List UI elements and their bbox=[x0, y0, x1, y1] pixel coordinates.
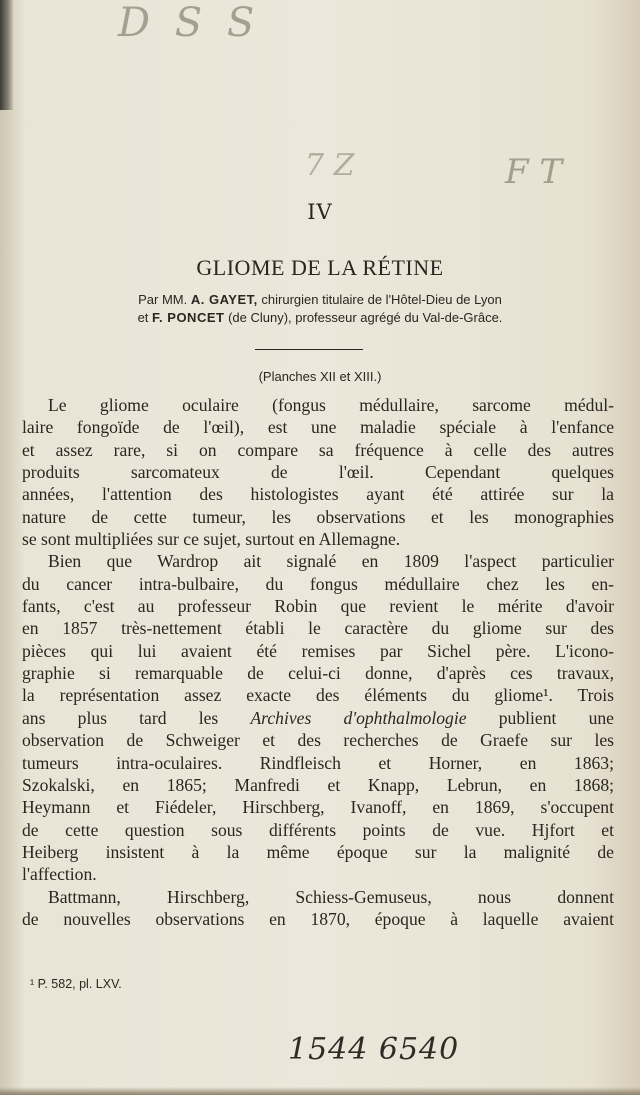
text-line: Battmann, Hirschberg, Schiess-Gemuseus, nous donnent bbox=[48, 886, 614, 907]
text-line: fants, c'est au professeur Robin que revient le mérite d'avoir bbox=[22, 596, 614, 617]
text-line: se sont multipliées sur ce sujet, surtout en Allemagne. bbox=[22, 529, 401, 550]
author-poncet: F. PONCET bbox=[152, 310, 225, 325]
text-line: Szokalski, en 1865; Manfredi et Knapp, Lebrun, en 1868; bbox=[22, 774, 614, 795]
text-line: nature de cette tumeur, les observations et les monographies bbox=[22, 506, 614, 527]
page-bottom-edge bbox=[0, 1087, 640, 1095]
authors-conjunction: et bbox=[137, 310, 149, 325]
text-line: produits sarcomateux de l'œil. Cependant quelques bbox=[22, 462, 614, 483]
text-line: de nouvelles observations en 1870, époque à laquelle avaient bbox=[22, 908, 614, 929]
handwritten-note-middle: 7 Z bbox=[305, 148, 355, 183]
text-line: Bien que Wardrop ait signalé en 1809 l'aspect particulier bbox=[48, 551, 614, 572]
text-line: pièces qui lui avaient été remises par Sichel père. L'icono- bbox=[22, 640, 614, 661]
authors-line-2 bbox=[0, 309, 640, 327]
text-line: du cancer intra-bulbaire, du fongus médullaire chez les en- bbox=[22, 573, 614, 594]
authors-line-1 bbox=[0, 291, 640, 309]
title-rule bbox=[255, 349, 363, 350]
text-line: Heymann et Fiédeler, Hirschberg, Ivanoff, en 1869, s'occupent bbox=[22, 797, 614, 818]
text-line: la représentation assez exacte des éléments du gliome¹. Trois bbox=[22, 685, 614, 706]
text-line: tumeurs intra-oculaires. Rindfleisch et Horner, en 1863; bbox=[22, 752, 614, 773]
text-line: observation de Schweiger et des recherches de Graefe sur les bbox=[22, 730, 614, 751]
text-line: Le gliome oculaire (fongus médullaire, sarcome médul- bbox=[48, 395, 614, 415]
text-line: Heiberg insistent à la même époque sur la malignité de bbox=[22, 841, 614, 862]
authors-prefix: Par MM. bbox=[138, 292, 188, 307]
author-gayet: A. GAYET, bbox=[190, 292, 258, 307]
text-line: l'affection. bbox=[22, 864, 97, 885]
handwritten-note-top: D S S bbox=[118, 0, 261, 46]
text-line: laire fongoïde de l'œil), est une maladie spéciale à l'enfance bbox=[22, 417, 614, 438]
binding-edge bbox=[0, 0, 14, 110]
plates-reference: (Planches XII et XIII.) bbox=[258, 369, 382, 384]
chapter-number: IV bbox=[307, 200, 333, 224]
article-body bbox=[22, 394, 614, 930]
handwritten-note-right: F T bbox=[505, 152, 563, 192]
text-line: et assez rare, si on compare sa fréquence à celle des autres bbox=[22, 439, 614, 460]
author-gayet-role: chirurgien titulaire de l'Hôtel-Dieu de Lyon bbox=[261, 292, 502, 307]
handwritten-shelfmark: 1544 6540 bbox=[288, 1032, 460, 1067]
text-line: années, l'attention des histologistes ayant été attirée sur la bbox=[22, 484, 614, 505]
author-poncet-role: (de Cluny), professeur agrégé du Val-de-Grâce. bbox=[228, 310, 503, 325]
text-line: en 1857 très-nettement établi le caractère du gliome sur des bbox=[22, 618, 614, 639]
footnote: ¹ P. 582, pl. LXV. bbox=[30, 977, 122, 991]
article-title: GLIOME DE LA RÉTINE bbox=[196, 255, 444, 280]
text-line: graphie si remarquable de celui-ci donne, d'après ces travaux, bbox=[22, 663, 614, 684]
text-line: ans plus tard les Archives d'ophthalmologie publient une bbox=[22, 707, 614, 728]
text-line: de cette question sous différents points de vue. Hjfort et bbox=[22, 819, 614, 840]
